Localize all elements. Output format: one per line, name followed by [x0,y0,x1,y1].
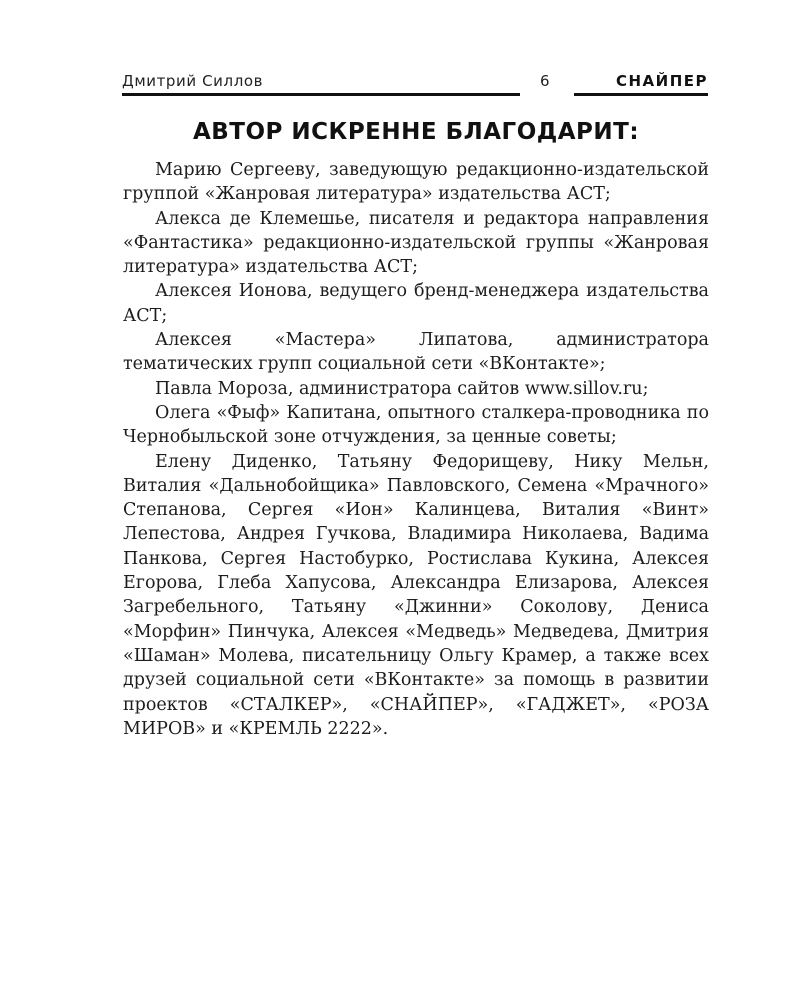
running-header [122,72,708,96]
header-rule-left [122,93,520,96]
acknowledgement-paragraph: Павла Мороза, администратора сайтов www.sillov.ru; [155,378,649,399]
acknowledgement-paragraph: Алекса де Клемешье, писателя и редактора направления «Фантастика» редакционно-издательской группы «Жанровая литература» издательства АСТ; [123,208,709,278]
header-book-title: СНАЙПЕР [615,72,708,90]
header-rule-right [574,93,708,96]
page-content [123,116,709,741]
acknowledgement-paragraph: Алексея Ионова, ведущего бренд-менеджера издательства АСТ; [123,281,709,326]
acknowledgement-paragraph: Марию Сергееву, заведующую редакционно-издательской группой «Жанровая литература» издательства АСТ; [123,160,709,205]
acknowledgement-paragraph: Алексея «Мастера» Липатова, администратора тематических групп социальной сети «ВКонтакте»; [123,330,709,375]
acknowledgement-paragraph: Елену Диденко, Татьяну Федорищеву, Нику Мельн, Виталия «Дальнобойщика» Павловского, Семена «Мрачного» Степанова, Сергея «Ион» Калинцева, Виталия «Винт» Лепестова, Андрея Гучкова, Владимира Николаева, Вадима Панкова, Сергея Настобурко, Ростислава Кукина, Алексея Егорова, Глеба Хапусова, Александра Елизарова, Алексея Загребельного, Татьяну «Джинни» Соколову, Дениса «Морфин» Пинчука, Алексея «Медведь» Медведева, Дмитрия «Шаман» Молева, писательницу Ольгу Крамер, а также всех друзей социальной сети «ВКонтакте» за помощь в развитии проектов «СТАЛКЕР», «СНАЙПЕР», «ГАДЖЕТ», «РОЗА МИРОВ» и «КРЕМЛЬ 2222». [123,451,709,739]
page-heading: АВТОР ИСКРЕННЕ БЛАГОДАРИТ: [192,119,640,145]
header-author: Дмитрий Силлов [122,72,264,90]
page-number: 6 [540,72,550,90]
acknowledgement-paragraph: Олега «Фыф» Капитана, опытного сталкера-проводника по Чернобыльской зоне отчуждения, за ценные советы; [123,402,709,448]
